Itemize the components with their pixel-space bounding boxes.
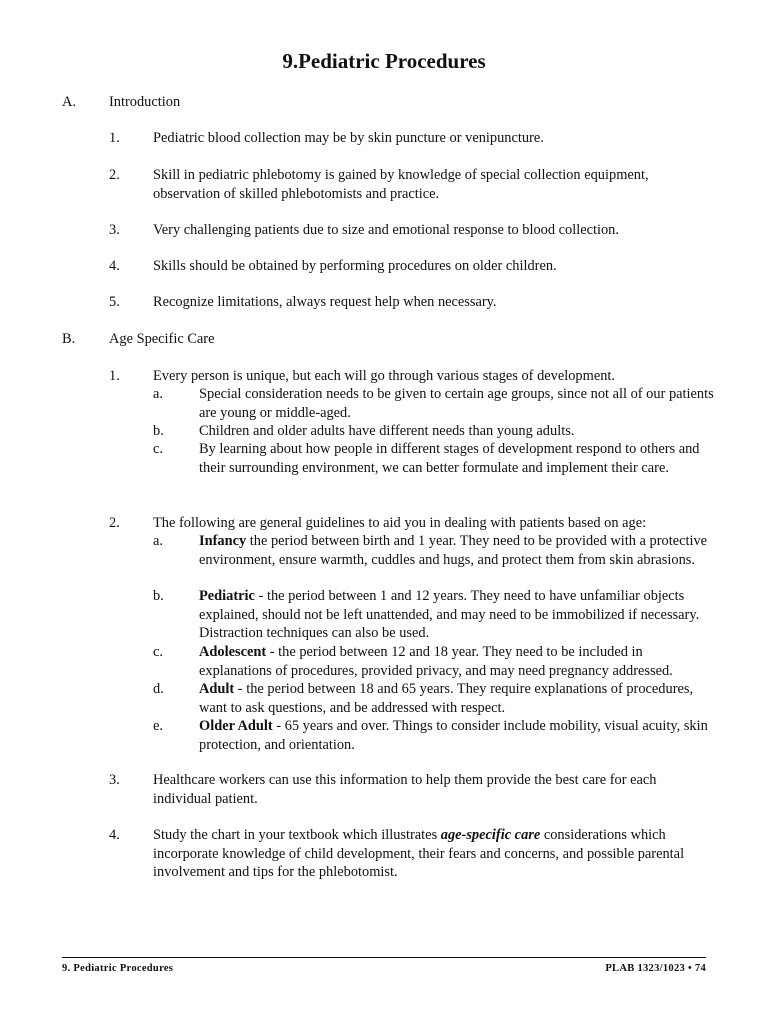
list-item-number: 2. [109,167,120,183]
sub-item-text: By learning about how people in different stages of development respond to others and their surrounding environment, we can better formulate and implement their care. [199,441,700,476]
footer-page-number: PLAB 1323/1023 • 74 [605,963,706,974]
list-item-text: Every person is unique, but each will go through various stages of development. [153,368,615,384]
text-run: considerations which incorporate knowledge of child development, their fears and concerns, and possible parental involvement and tips for the phlebotomist. [153,827,685,880]
age-description: - the period between 1 and 12 years. They need to have unfamiliar objects explained, should not be left unattended, and may need to be immobilized if necessary. Distraction techniques can also be used. [199,588,700,641]
age-description: - the period between 18 and 65 years. They require explanations of procedures, want to ask questions, and be addressed with respect. [199,681,694,716]
page-title: 9.Pediatric Procedures [282,49,486,73]
age-term: Infancy [199,533,247,549]
sub-item-letter: e. [153,718,163,734]
list-item-number: 1. [109,130,120,146]
list-item-text: Skills should be obtained by performing procedures on older children. [153,258,557,274]
list-item-text: Pediatric blood collection may be by skin puncture or venipuncture. [153,130,544,146]
list-item-number: 3. [109,772,120,788]
list-item-text: Recognize limitations, always request help when necessary. [153,294,497,310]
section-title: Introduction [109,94,181,110]
age-term: Pediatric [199,588,255,604]
sub-item-letter: c. [153,441,163,457]
section-letter: A. [62,94,76,110]
age-term: Older Adult [199,718,273,734]
sub-item-text [199,680,719,717]
sub-item-letter: b. [153,423,164,439]
sub-item-text: Special consideration needs to be given to certain age groups, since not all of our patients are young or middle-aged. [199,386,714,421]
sub-item-letter: c. [153,644,163,660]
section-title: Age Specific Care [109,331,215,347]
footer-chapter: 9. Pediatric Procedures [62,963,174,974]
sub-item-text [199,717,719,754]
footer-divider [62,957,706,958]
age-description: - 65 years and over. Things to consider include mobility, visual acuity, skin protection, and orientation. [199,718,708,753]
sub-item-letter: d. [153,681,164,697]
list-item-text: Very challenging patients due to size and emotional response to blood collection. [153,222,619,238]
list-item-text: Healthcare workers can use this information to help them provide the best care for each individual patient. [153,772,657,807]
text-run: Study the chart in your textbook which illustrates [153,827,441,843]
age-term: Adolescent [199,644,267,660]
sub-item-text [199,643,719,680]
list-item-number: 4. [109,827,120,843]
list-item-number: 2. [109,515,120,531]
list-item-number: 1. [109,368,120,384]
list-item-number: 3. [109,222,120,238]
sub-item-letter: a. [153,386,163,402]
list-item-number: 5. [109,294,120,310]
age-description: - the period between 12 and 18 year. They need to be included in explanations of procedures, provided privacy, and may need pregnancy addressed. [199,644,673,679]
list-item-number: 4. [109,258,120,274]
sub-item-text [199,587,719,643]
section-letter: B. [62,331,76,347]
sub-item-text [199,532,719,569]
sub-item-letter: b. [153,588,164,604]
list-item-text: Skill in pediatric phlebotomy is gained by knowledge of special collection equipment, observation of skilled phlebotomists and practice. [153,167,649,202]
age-description: the period between birth and 1 year. They need to be provided with a protective environment, ensure warmth, cuddles and hugs, and protect them from skin abrasions. [199,533,708,568]
list-item-text [153,826,713,882]
sub-item-text: Children and older adults have different needs than young adults. [199,423,575,439]
emphasized-term: age-specific care [440,827,541,843]
list-item-text: The following are general guidelines to aid you in dealing with patients based on age: [153,515,647,531]
age-term: Adult [199,681,235,697]
sub-item-letter: a. [153,533,163,549]
